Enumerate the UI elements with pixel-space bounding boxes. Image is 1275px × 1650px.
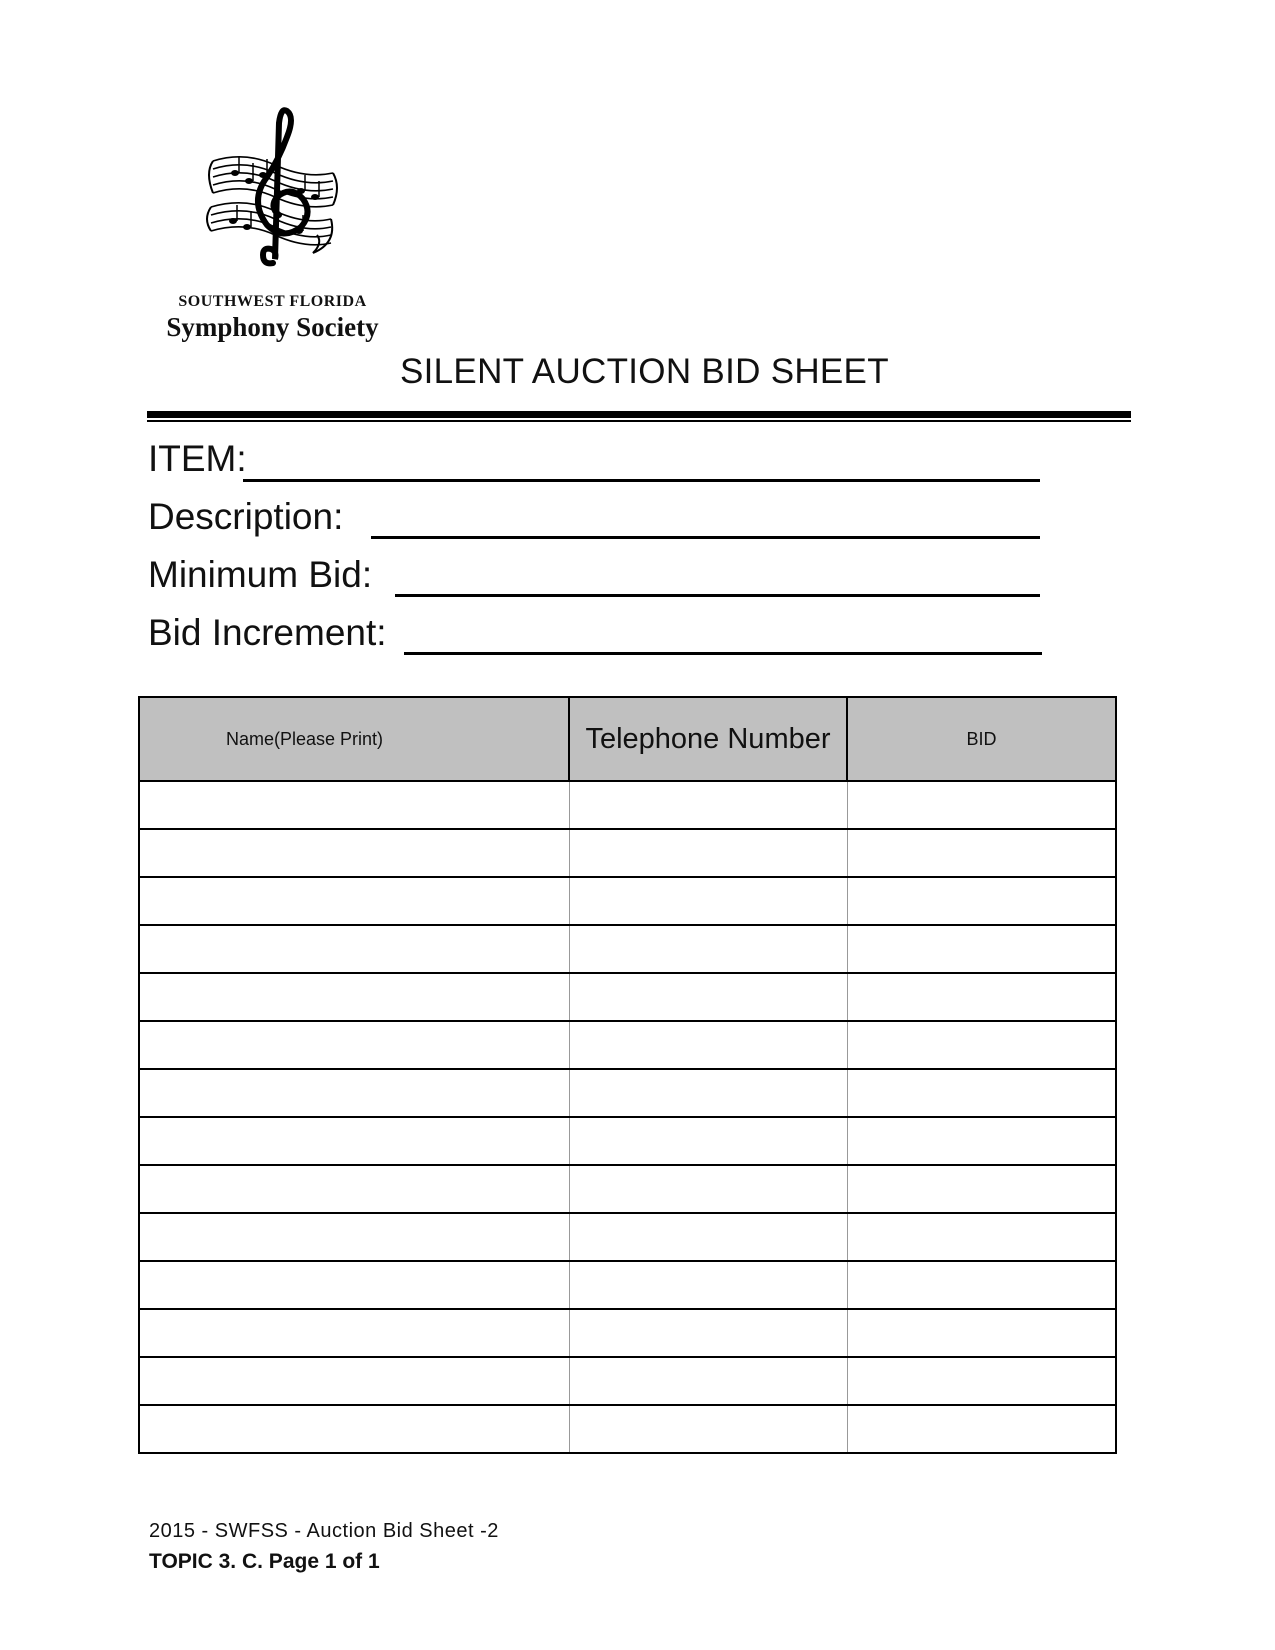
bid-cell[interactable]	[847, 877, 1116, 925]
description-label: Description:	[148, 496, 344, 537]
organization-logo	[150, 103, 395, 345]
minimum-bid-label: Minimum Bid:	[148, 554, 373, 595]
name-cell[interactable]	[139, 973, 569, 1021]
bid-table-body	[139, 781, 1116, 1453]
bid-row	[139, 1261, 1116, 1309]
bid-row	[139, 1405, 1116, 1453]
telephone-cell[interactable]	[569, 1357, 847, 1405]
name-cell[interactable]	[139, 781, 569, 829]
name-cell[interactable]	[139, 1165, 569, 1213]
bid-row	[139, 1309, 1116, 1357]
footer-document-id: 2015 - SWFSS - Auction Bid Sheet -2	[149, 1520, 499, 1542]
title-divider-thick	[147, 411, 1131, 418]
page-title: SILENT AUCTION BID SHEET	[400, 352, 889, 391]
bid-row	[139, 1021, 1116, 1069]
bid-cell[interactable]	[847, 925, 1116, 973]
bid-cell[interactable]	[847, 1357, 1116, 1405]
item-field[interactable]	[243, 479, 1040, 482]
logo-org-region: SOUTHWEST FLORIDA	[178, 293, 367, 310]
footer-page-info: TOPIC 3. C. Page 1 of 1	[149, 1550, 380, 1573]
telephone-cell[interactable]	[569, 829, 847, 877]
minimum-bid-field[interactable]	[395, 594, 1040, 597]
name-cell[interactable]	[139, 1405, 569, 1453]
name-cell[interactable]	[139, 1213, 569, 1261]
bid-row	[139, 1357, 1116, 1405]
bid-row	[139, 973, 1116, 1021]
telephone-cell[interactable]	[569, 877, 847, 925]
logo-org-name: Symphony Society	[166, 312, 379, 342]
bid-cell[interactable]	[847, 1117, 1116, 1165]
bid-cell[interactable]	[847, 1213, 1116, 1261]
column-header-name: Name(Please Print)	[139, 697, 569, 781]
bid-row	[139, 781, 1116, 829]
bid-row	[139, 877, 1116, 925]
name-cell[interactable]	[139, 1117, 569, 1165]
bid-table-header-row	[139, 697, 1116, 781]
bid-increment-field[interactable]	[404, 652, 1042, 655]
bid-cell[interactable]	[847, 1069, 1116, 1117]
telephone-cell[interactable]	[569, 1405, 847, 1453]
bid-increment-label: Bid Increment:	[148, 612, 387, 653]
bid-row	[139, 1165, 1116, 1213]
bid-cell[interactable]	[847, 1261, 1116, 1309]
bid-cell[interactable]	[847, 781, 1116, 829]
column-header-telephone: Telephone Number	[569, 697, 847, 781]
telephone-cell[interactable]	[569, 1261, 847, 1309]
name-cell[interactable]	[139, 1309, 569, 1357]
telephone-cell[interactable]	[569, 973, 847, 1021]
telephone-cell[interactable]	[569, 1309, 847, 1357]
bid-cell[interactable]	[847, 1021, 1116, 1069]
telephone-cell[interactable]	[569, 1213, 847, 1261]
bid-row	[139, 1117, 1116, 1165]
bid-row	[139, 1213, 1116, 1261]
bid-cell[interactable]	[847, 973, 1116, 1021]
column-header-bid: BID	[847, 697, 1116, 781]
name-cell[interactable]	[139, 1357, 569, 1405]
telephone-cell[interactable]	[569, 1021, 847, 1069]
bid-row	[139, 925, 1116, 973]
bid-cell[interactable]	[847, 1165, 1116, 1213]
telephone-cell[interactable]	[569, 1117, 847, 1165]
name-cell[interactable]	[139, 1021, 569, 1069]
description-field[interactable]	[371, 536, 1040, 539]
telephone-cell[interactable]	[569, 781, 847, 829]
name-cell[interactable]	[139, 925, 569, 973]
bid-cell[interactable]	[847, 1405, 1116, 1453]
name-cell[interactable]	[139, 1261, 569, 1309]
telephone-cell[interactable]	[569, 925, 847, 973]
bid-table	[138, 696, 1117, 1454]
title-divider-thin	[147, 420, 1131, 422]
bid-cell[interactable]	[847, 829, 1116, 877]
bid-row	[139, 829, 1116, 877]
telephone-cell[interactable]	[569, 1165, 847, 1213]
bid-cell[interactable]	[847, 1309, 1116, 1357]
bid-row	[139, 1069, 1116, 1117]
name-cell[interactable]	[139, 1069, 569, 1117]
name-cell[interactable]	[139, 829, 569, 877]
item-label: ITEM:	[148, 438, 247, 479]
name-cell[interactable]	[139, 877, 569, 925]
treble-clef-music-staff-icon	[205, 103, 340, 278]
telephone-cell[interactable]	[569, 1069, 847, 1117]
